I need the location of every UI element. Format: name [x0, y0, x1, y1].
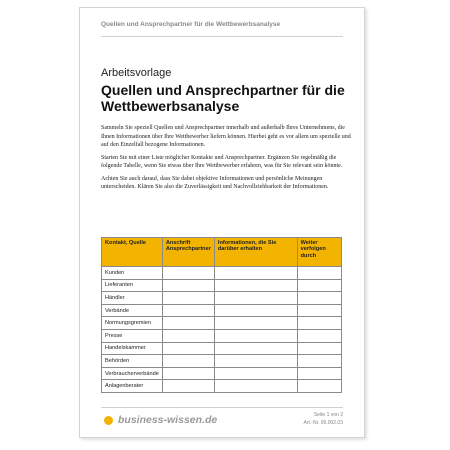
- empty-cell: [162, 329, 214, 342]
- empty-cell: [297, 367, 341, 380]
- empty-cell: [214, 292, 297, 305]
- table-row: [102, 304, 342, 317]
- brand-logo-dot: [104, 416, 113, 425]
- empty-cell: [214, 304, 297, 317]
- sources-table: [101, 237, 342, 393]
- column-header-contact: Kontakt, Quelle: [102, 238, 163, 267]
- paragraph: Starten Sie mit einer Liste möglicher Kontakte und Ansprechpartner. Ergänzen Sie regelmäßig die folgende Tabelle, wenn Sie etwas über Ihre Wettbewerber erfahren, was für Sie relevant sein könnte.: [101, 154, 343, 170]
- empty-cell: [297, 380, 341, 393]
- document-subtitle: Arbeitsvorlage: [101, 67, 172, 79]
- empty-cell: [214, 367, 297, 380]
- header-divider: [101, 36, 343, 37]
- row-label: Lieferanten: [102, 279, 163, 292]
- empty-cell: [297, 317, 341, 330]
- table-row: [102, 317, 342, 330]
- empty-cell: [214, 317, 297, 330]
- empty-cell: [162, 279, 214, 292]
- footer-divider: [101, 407, 343, 408]
- row-label: Verbände: [102, 304, 163, 317]
- column-header-information: Informationen, die Sie darüber erhalten: [214, 238, 297, 267]
- table-row: [102, 329, 342, 342]
- empty-cell: [214, 279, 297, 292]
- empty-cell: [297, 355, 341, 368]
- empty-cell: [297, 329, 341, 342]
- empty-cell: [297, 342, 341, 355]
- body-text: [101, 124, 353, 196]
- article-number: Art.-Nr. 99.002.03: [303, 419, 343, 426]
- row-label: Kunden: [102, 267, 163, 280]
- table-row: [102, 355, 342, 368]
- table-header-row: [102, 238, 342, 267]
- row-label: Behörden: [102, 355, 163, 368]
- row-label: Händler: [102, 292, 163, 305]
- table-row: [102, 292, 342, 305]
- page-info: [304, 412, 343, 427]
- paragraph: Achten Sie auch darauf, dass Sie dabei objektive Informationen und persönliche Meinungen unterscheiden. Klären Sie also die Zuverlässigkeit und Nachvollziehbarkeit der Informationen.: [101, 175, 329, 191]
- empty-cell: [162, 317, 214, 330]
- row-label: Normungsgremien: [102, 317, 163, 330]
- table-row: [102, 279, 342, 292]
- empty-cell: [214, 342, 297, 355]
- empty-cell: [214, 380, 297, 393]
- row-label: Presse: [102, 329, 163, 342]
- row-label: Verbraucherverbände: [102, 367, 163, 380]
- empty-cell: [162, 355, 214, 368]
- empty-cell: [162, 267, 214, 280]
- table-row: [102, 380, 342, 393]
- column-header-follow-up: Weiter verfolgen durch: [297, 238, 341, 267]
- table-row: [102, 367, 342, 380]
- empty-cell: [162, 380, 214, 393]
- paragraph: Sammeln Sie speziell Quellen und Ansprechpartner innerhalb und außerhalb Ihres Unternehmens, die Ihnen Informationen über Ihre Wettbewerber liefern können. Hierbei geht es vor allem um spezielle und auf den Einzelfall bezogene Informationen.: [101, 125, 351, 149]
- brand-logo-text: business-wissen.de: [118, 414, 218, 426]
- empty-cell: [162, 304, 214, 317]
- empty-cell: [162, 342, 214, 355]
- table-row: [102, 267, 342, 280]
- empty-cell: [214, 267, 297, 280]
- empty-cell: [162, 367, 214, 380]
- empty-cell: [297, 267, 341, 280]
- row-label: Handelskammer: [102, 342, 163, 355]
- empty-cell: [297, 292, 341, 305]
- running-header: Quellen und Ansprechpartner für die Wettbewerbsanalyse: [101, 21, 281, 28]
- table-row: [102, 342, 342, 355]
- empty-cell: [214, 329, 297, 342]
- document-page: [79, 7, 365, 438]
- empty-cell: [297, 279, 341, 292]
- empty-cell: [162, 292, 214, 305]
- column-header-address: Anschrift Ansprechpartner: [162, 238, 214, 267]
- row-label: Anlagenberater: [102, 380, 163, 393]
- empty-cell: [297, 304, 341, 317]
- empty-cell: [214, 355, 297, 368]
- page-number: Seite 1 von 2: [313, 412, 343, 418]
- document-title: Quellen und Ansprechpartner für die Wettbewerbsanalyse: [101, 82, 345, 114]
